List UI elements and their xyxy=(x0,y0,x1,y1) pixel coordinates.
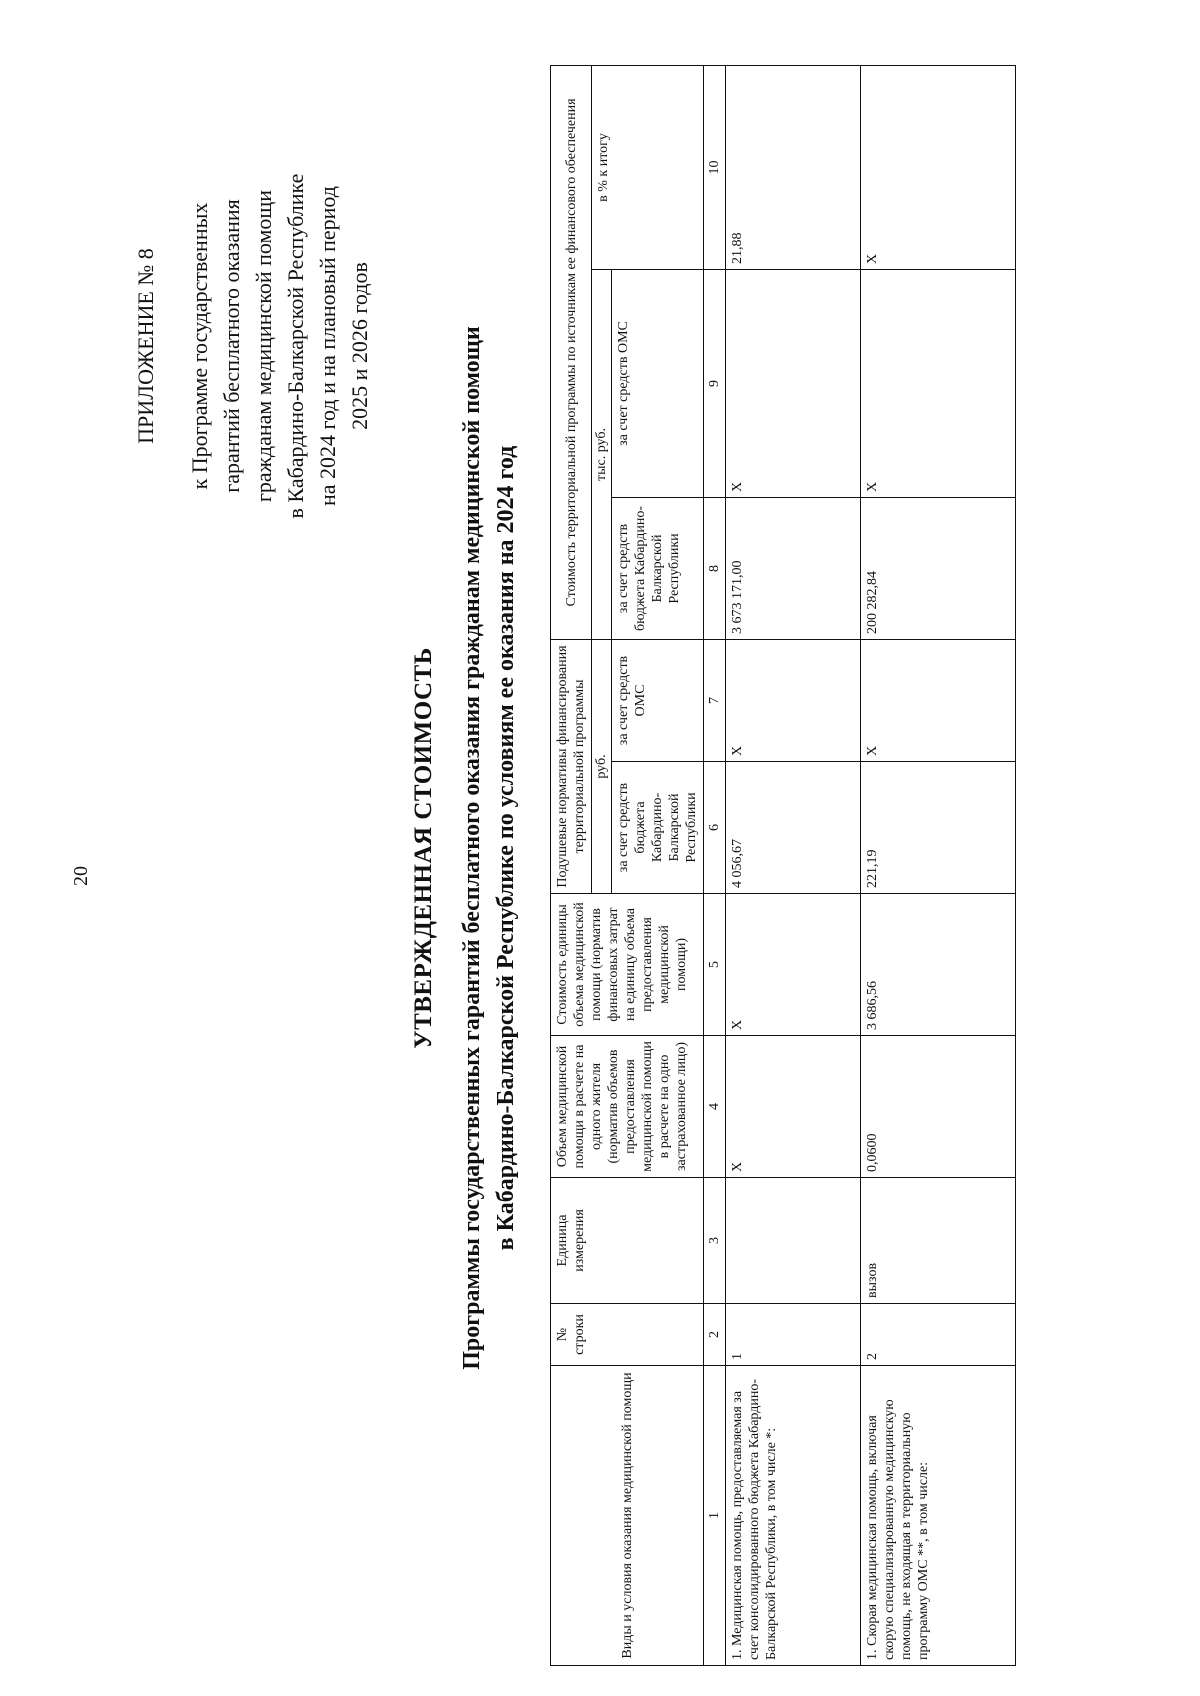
appendix-block xyxy=(130,66,376,626)
row-cost-oms: X xyxy=(861,270,1016,498)
document-subtitle xyxy=(455,0,523,1696)
header-group-cost: Стоимость территориальной программы по источникам ее финансового обеспечения xyxy=(551,66,592,640)
header-col-6: за счет средств бюджета Кабардино-Балкарской Республики xyxy=(612,762,704,894)
header-col-7: за счет средств ОМС xyxy=(612,640,704,762)
header-col-5: Стоимость единицы объема медицинской помощи (норматив финансовых затрат на единицу объема предоставления медицинской помощи) xyxy=(551,894,704,1036)
row-unit-cost: X xyxy=(726,894,861,1036)
row-norm-budget: 221,19 xyxy=(861,762,1016,894)
page-number: 20 xyxy=(70,866,92,886)
column-number: 2 xyxy=(704,1304,726,1366)
header-col-10: в % к итогу xyxy=(592,66,704,270)
row-percent: X xyxy=(861,66,1016,270)
header-col-8: за счет средств бюджета Кабардино-Балкарской Республики xyxy=(612,498,704,640)
column-number: 1 xyxy=(704,1366,726,1666)
row-unit xyxy=(726,1178,861,1304)
appendix-title: ПРИЛОЖЕНИЕ № 8 xyxy=(133,248,158,444)
header-col-2: № строки xyxy=(551,1304,704,1366)
row-norm-budget: 4 056,67 xyxy=(726,762,861,894)
row-percent: 21,88 xyxy=(726,66,861,270)
appendix-line: гражданам медицинской помощи xyxy=(251,189,276,503)
header-col-4: Объем медицинской помощи в расчете на одного жителя (норматив объемов предоставления медицинской помощи в расчете на одно застрахованное лицо) xyxy=(551,1036,704,1178)
column-number: 5 xyxy=(704,894,726,1036)
cost-table xyxy=(550,65,1016,1666)
row-unit-cost: 3 686,56 xyxy=(861,894,1016,1036)
subtitle-line-1: Программы государственных гарантий бесплатного оказания гражданам медицинской помощи xyxy=(459,326,485,1370)
column-number: 7 xyxy=(704,640,726,762)
appendix-line: 2025 и 2026 годов xyxy=(347,262,372,430)
row-line-number: 1 xyxy=(726,1304,861,1366)
column-number: 8 xyxy=(704,498,726,640)
column-number: 6 xyxy=(704,762,726,894)
column-number: 3 xyxy=(704,1178,726,1304)
row-volume: 0,0600 xyxy=(861,1036,1016,1178)
appendix-line: к Программе государственных xyxy=(187,202,212,490)
table-row xyxy=(726,66,861,1666)
table-row xyxy=(861,66,1016,1666)
header-group-norms: Подушевые нормативы финансирования территориальной программы xyxy=(551,640,592,894)
appendix-line: на 2024 год и на плановый период xyxy=(315,186,340,506)
header-col-9: за счет средств ОМС xyxy=(612,270,704,498)
column-number-row xyxy=(704,66,726,1666)
row-line-number: 2 xyxy=(861,1304,1016,1366)
header-norms-unit: руб. xyxy=(592,640,612,894)
header-cost-unit: тыс. руб. xyxy=(592,270,612,640)
column-number: 10 xyxy=(704,66,726,270)
row-cost-budget: 3 673 171,00 xyxy=(726,498,861,640)
row-name: 1. Скорая медицинская помощь, включая скорую специализированную медицинскую помощь, не входящая в территориальную программу ОМС **, в том числе: xyxy=(861,1366,1016,1666)
header-col-3: Единица измерения xyxy=(551,1178,704,1304)
header-col-1: Виды и условия оказания медицинской помощи xyxy=(551,1366,704,1666)
row-cost-budget: 200 282,84 xyxy=(861,498,1016,640)
appendix-line: гарантий бесплатного оказания xyxy=(219,199,244,493)
document-title: УТВЕРЖДЕННАЯ СТОИМОСТЬ xyxy=(410,647,437,1049)
column-number: 9 xyxy=(704,270,726,498)
appendix-line: в Кабардино-Балкарской Республике xyxy=(283,173,308,519)
row-volume: X xyxy=(726,1036,861,1178)
row-norm-oms: X xyxy=(726,640,861,762)
row-cost-oms: X xyxy=(726,270,861,498)
column-number: 4 xyxy=(704,1036,726,1178)
row-norm-oms: X xyxy=(861,640,1016,762)
subtitle-line-2: в Кабардино-Балкарской Республике по условиям ее оказания на 2024 год xyxy=(493,445,519,1251)
row-name: 1. Медицинская помощь, предоставляемая за счет консолидированного бюджета Кабардино-Балкарской Республики, в том числе *: xyxy=(726,1366,861,1666)
row-unit: вызов xyxy=(861,1178,1016,1304)
